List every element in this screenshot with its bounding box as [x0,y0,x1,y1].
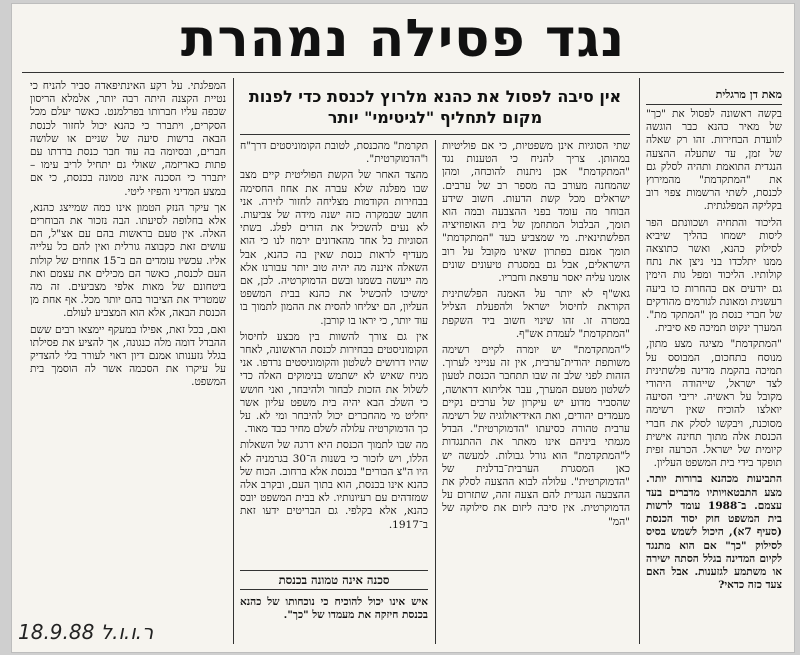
paragraph: המפלגתי. על רקע האינתיפאדה סביר להניח כי נטיית הקצנה היתה רבה יותר, אלמלא הריסון שכפה עליו חברותו בפרלמנט. כאשר יעלם מכל הסקרים, ויתברר כי כהנא יכול לחזור לכנסת הבאה ברשות סיעה של שניים או שלושה חברים, ובסיומה בה עוד חבר כנסת ברדתו עם פתות כאריזמה, שאולי גם יתחיל לריב עימו – יתברר כי הסכנה אינה טמונה בכנסת, כי אם במצע המדיני והפיזי ליטי. [30,80,226,198]
paragraph: "המתקדמת" מציגה מצע מתון, מנוסח בתחכום, המבוסס על תמיכה בהקמת מדינה פלשתינית לצד ישראל, שייהודה היהודי מקובל על ראשיה. יריבי הסיעה יואלצו להוכיח שאין רשימה מסוכנת, ויבקשו לסלק את חברי הכנסת אלה מתוך תחינה אישית קיומית של ישראל. הכרעה זפית תופקד בידי בית המשפט העליון. [646,338,782,470]
headline-rule [22,72,784,73]
handwritten-note: 18.9.88 ר.ו.ו.ל [18,620,154,644]
column-center-right [442,140,630,646]
column-left [30,80,226,620]
box-text [240,596,428,646]
byline: מאת דן מרגלית [715,88,782,101]
headline: נגד פסילה נמהרת [180,9,626,69]
column-right [646,108,782,646]
paragraph: גאש"ף לא יותר על האמנה הפלשתינית הקוראת לחיסול ישראל ולהפעלת הצליל במטרה זו. זהו שינוי חשוב ביד השקפת "המתקדמת" לעמדת אש"ף. [442,288,630,340]
paragraph: מהצד האחר של הקשת הפוליטית קיים מצב שבו מפלגה שלא עברה את אחוז החסימה בבחירות הקודמות מצליחה לחזור לזירה. אני חושב שבמקרה כזה ישנה מידה של צביעות. לא נעים להשכיל את הזרים לפלג. בשתי הסוגיות כל אחד מהאדונים ירמוז לנו כי הוא מעדיף לראות כנסת שאין בה כהנא, אבל השאלה איננה מה יהיה טוב יותר עבורנו אלא מה ייעשה בשמנו ובשם הדמוקרטיה. לכן, אם ימשיכו להכשיל את כהנא בבית המשפט העליון, הם יצליחו להסית את ההמון לתמוך בו עוד יותר, כי יראו בו קורבן. [240,169,428,327]
paragraph: שתי הסוגיות אינן משפטיות, כי אם פוליטיות במהותן. צריך להניח כי הטענות נגד "המתקדמת" אכן ניתנות להוכחה, ומהן שהמחנה מעורב בה מספר רב של ערבים. ישראלים מכל קשת הדעות. חשוב שידע הבוחר מה עומד בפני ההצבעה ובמה הוא תומך, הבלבול המתוזמן של בית האופוזיציה הפלשתינאית. מי שמצביע בעד "המתקדמת" תומך אמנם בפתרון שאינו מקובל על רוב הישראלים, אבל גם במסגרת טיעונים שונים אומנו עליה יאסר ערפאת וחבריו. [442,140,630,285]
subheadline-rule [240,134,630,135]
paragraph: אין גם צורך להשוות בין מבצע לחיסול הקומוניסטים בבחירות לכנסת הראשונה, לאחר שהיו דרושים לשלטון והקומוניסטים נרדפו. אני מניח שאיש לא ישתמש בנימוקים האלה כדי לשלול את הזכות לבחור ולהיבחר, ואני חושש כי השלב הבא יהיה בית משפט עליון אשר יחליט מי מהחברים יכול להיבחר ומי לא. על כך הדמוקרטיה עלולה לשלם מחיר כבד מאוד. [240,330,428,436]
column-divider [639,78,640,644]
subheadline: אין סיבה לפסול את כהנא מלרוץ לכנסת כדי לפנות מקום לתחליף "לגיטימי" יותר [248,87,622,127]
box-heading: סכנה אינה טמונה בכנסת [240,570,428,590]
column-divider [435,140,436,644]
paragraph: איש אינו יכול להוכיח כי נוכחותו של כהנא בכנסת חיזקה את מעמדו של "כך". [240,596,428,622]
paragraph: ל"המתקדמת" יש יומרה לקיים רשימה משותפת יהודית־ערבית, אין זה ענייני לערוך. הזהות לפני שלב זה שבו תתחבר הכנסת לטעון לשלטון מטעם המערך, עבר אליתוא דראושה, שהסביר מדוע יש עיקרון של ערבים נקיים מעמדים יהודים, ואת האידיאולוגיה של רשימה ערבית טהורה כסיעתו "הדמוקרטית". הבדל מגמתי ביניהם אינו מאתר את ההתנגדות ל"המתקדמת" הוא גורל גבולות. למעשה יש כאן המסגרת הערבית־בדלנית של "הדמוקרטית". עלולה לבוא ההצעה לסלק את ההצבעה הנגדית להם הצעה זהה, שתזרום על הדמוקרטית. אין סיבה ליזום את סילוקה של "המ" [442,344,630,528]
paragraph: תקרמת" מהכנסת, לטובת הקומוניסטים דרך"ח ו"הדמוקרטית". [240,140,428,166]
byline-rule [646,104,782,105]
paragraph: הליכוד והתחיה ושכוונתם הפר ליסות ישמחו בהליך שיביא לסילוק כהנא, ואשר כתוצאה ממנו יתלכדו בני ניצן את נתח קולותיו. הליכוד ומפל גות הימין גם יודעים אם בהחרות כו ביעה רעשנית ומאונת לגורמים מהודקים של חברי כנסת מן "המתקד מת". המערך ינקוט תמיכה פא סיבית. [646,216,782,335]
paragraph: בקשה ראשונה לפסול את "כך" של מאיר כהנא כבר הוגשה לוועדת הבחירות. זהו רק שאלה של זמן, עד שתעלה ההצעה הנגדית התואמת ותהיה לסלק גם את "המתקדמת" מהמירוץ לכנסת, לשתי הרשמות צפוי רוב בקליקה המפלגתית. [646,108,782,213]
newspaper-clipping [12,4,794,652]
paragraph: מה שבו לתמוך הכנסת היא דרגה של השאלות הללו, ויש לזכור כי בשנות ה־30 בגרמניה לא היו ה"צ הבורים" בכנסת אלא ברחוב. הכוח של כהנא אינו בכנסת, הוא בתוך העם, ובקרב אלה שמזדהים עם רעיונותיו. לא בבית המשפט יובס כהנא, אלא בקלפי. גם הבריטים ידעו זאת ב־1917. [240,439,428,531]
column-divider [233,78,234,644]
column-center-left [240,140,428,564]
paragraph: אך עיקר הנזק הטמון אינו כמה שמייצג כהנא, אלא בחלופה לסיעתו. הבה נזכור את הבוחרים האלה. אין טעם בראשות בהם עם אצ"ל, הם עושים זאת כקבוצה גורלית ואין להם כל עלייה אליו. עכשיו עומדים הם ב־15 אחוזים של קולות העם לכנסת, כאשר הם מכילים את עצמם ואת ביטחונם של מאות אלפי מצביעים. זה מה שמטריד את הציבור בהם יותר מכל. אף אחת מן הכנסת הבאה, אלא הוא המצביע לעולם. [30,201,226,320]
paragraph: התביעות מכהנא ברורות יותר. מצע התבטאויותיו מדברים בעד עצמם. ב־1988 עומד לרשות בית המשפט חוק יסוד הכנסת (סעיף 7א), היכול לשמש בסיס לסילוק "כך" אם הוא מתנגד לקיום המדינה בגלל הסתה ישירה או משתמע לגזענות. אבל האם צעד כזה כדאי? [646,473,782,592]
paragraph: ואם, בכל זאת, אפילו במעקף יימצאו רבים ששם ההבדל דומה מלה כנגונה, אך להציע את פסילתו בגלל גזענותו אמנם דיון ראוי לעורר בלי להצדיק על עיקרו את הסכמה אשר לה הוסמך בית המשפט. [30,323,226,389]
